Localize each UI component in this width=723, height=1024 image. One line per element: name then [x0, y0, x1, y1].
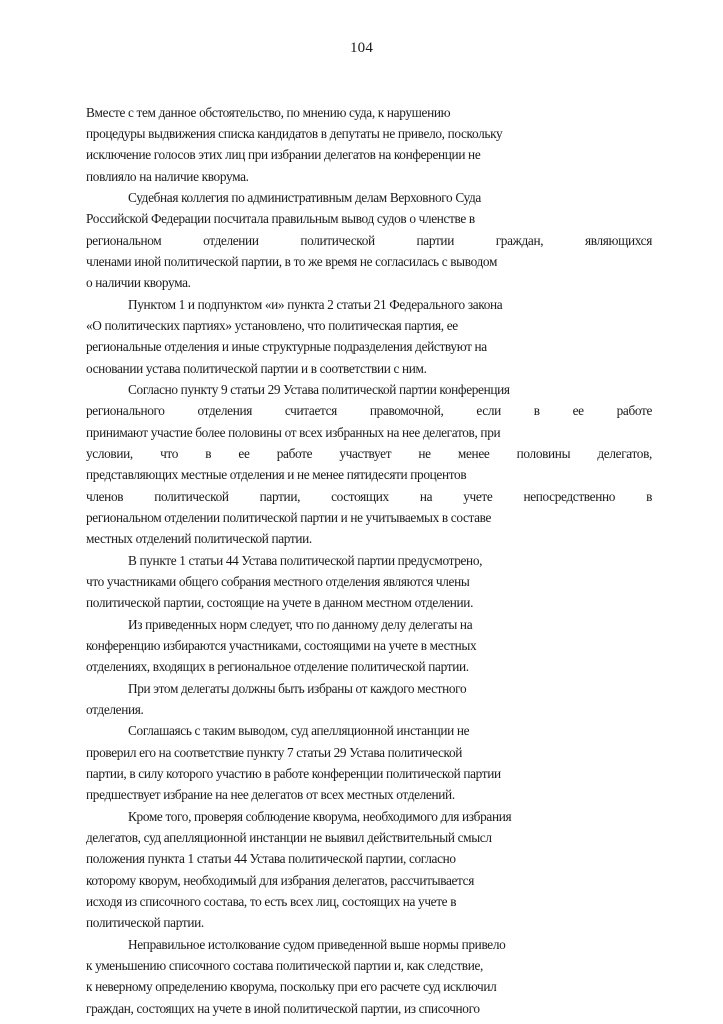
text-line: отделения. — [86, 702, 144, 717]
text-line: Пунктом 1 и подпунктом «и» пункта 2 статьи 21 Федерального закона — [128, 297, 503, 312]
text-line: исходя из списочного состава, то есть всех лиц, состоящих на учете в — [86, 894, 457, 909]
text-line: политической партии. — [86, 915, 204, 930]
text-line: положения пункта 1 статьи 44 Устава политической партии, согласно — [86, 851, 456, 866]
text-line: исключение голосов этих лиц при избрании делегатов на конференции не — [86, 147, 481, 162]
text-line: отделениях, входящих в региональное отделение политической партии. — [86, 659, 469, 674]
text-line: процедуры выдвижения списка кандидатов в депутаты не привело, поскольку — [86, 126, 503, 141]
text-line: проверил его на соответствие пункту 7 статьи 29 Устава политической — [86, 745, 463, 760]
text-line: политической партии, состоящие на учете в данном местном отделении. — [86, 595, 474, 610]
text-line: В пункте 1 статьи 44 Устава политической партии предусмотрено, — [128, 553, 483, 568]
text-line: регионального отделения считается правомочной, если в ее работе — [86, 403, 652, 418]
text-line: о наличии кворума. — [86, 275, 191, 290]
text-line: принимают участие более половины от всех избранных на нее делегатов, при — [86, 425, 501, 440]
text-line: Из приведенных норм следует, что по данному делу делегаты на — [128, 617, 473, 632]
text-line: партии, в силу которого участию в работе конференции политической партии — [86, 766, 501, 781]
text-line: делегатов, суд апелляционной инстанции не выявил действительный смысл — [86, 830, 492, 845]
text-line: «О политических партиях» установлено, что политическая партия, ее — [86, 318, 458, 333]
text-line: повлияло на наличие кворума. — [86, 169, 249, 184]
page-number: 104 — [349, 40, 374, 56]
text-line: к неверному определению кворума, поскольку при его расчете суд исключил — [86, 979, 497, 994]
text-line: региональном отделении политической партии и не учитываемых в составе — [86, 510, 492, 525]
text-line: Российской Федерации посчитала правильным вывод судов о членстве в — [86, 211, 475, 226]
text-line: граждан, состоящих на учете в иной политической партии, из списочного — [86, 1001, 480, 1016]
text-line: представляющих местные отделения и не менее пятидесяти процентов — [86, 467, 467, 482]
text-line: основании устава политической партии и в соответствии с ним. — [86, 361, 427, 376]
text-line: местных отделений политической партии. — [86, 531, 312, 546]
text-line: региональном отделении политической партии граждан, являющихся — [86, 233, 652, 248]
text-line: Соглашаясь с таким выводом, суд апелляционной инстанции не — [128, 723, 470, 738]
text-line: к уменьшению списочного состава политической партии и, как следствие, — [86, 958, 484, 973]
text-line: региональные отделения и иные структурные подразделения действуют на — [86, 339, 487, 354]
text-line: членов политической партии, состоящих на учете непосредственно в — [86, 489, 652, 504]
text-line: Согласно пункту 9 статьи 29 Устава политической партии конференция — [128, 382, 510, 397]
text-line: условии, что в ее работе участвует не менее половины делегатов, — [86, 446, 652, 461]
text-line: Неправильное истолкование судом приведенной выше нормы привело — [128, 937, 506, 952]
text-line: Судебная коллегия по административным делам Верховного Суда — [128, 190, 481, 205]
text-line: членами иной политической партии, в то же время не согласилась с выводом — [86, 254, 498, 269]
text-line: При этом делегаты должны быть избраны от каждого местного — [128, 681, 467, 696]
text-line: которому кворум, необходимый для избрания делегатов, рассчитывается — [86, 873, 474, 888]
text-line: Вместе с тем данное обстоятельство, по мнению суда, к нарушению — [86, 105, 451, 120]
text-line: что участниками общего собрания местного отделения являются члены — [86, 574, 470, 589]
text-line: Кроме того, проверяя соблюдение кворума, необходимого для избрания — [128, 809, 512, 824]
text-line: конференцию избираются участниками, состоящими на учете в местных — [86, 638, 477, 653]
text-line: предшествует избрание на нее делегатов от всех местных отделений. — [86, 787, 455, 802]
